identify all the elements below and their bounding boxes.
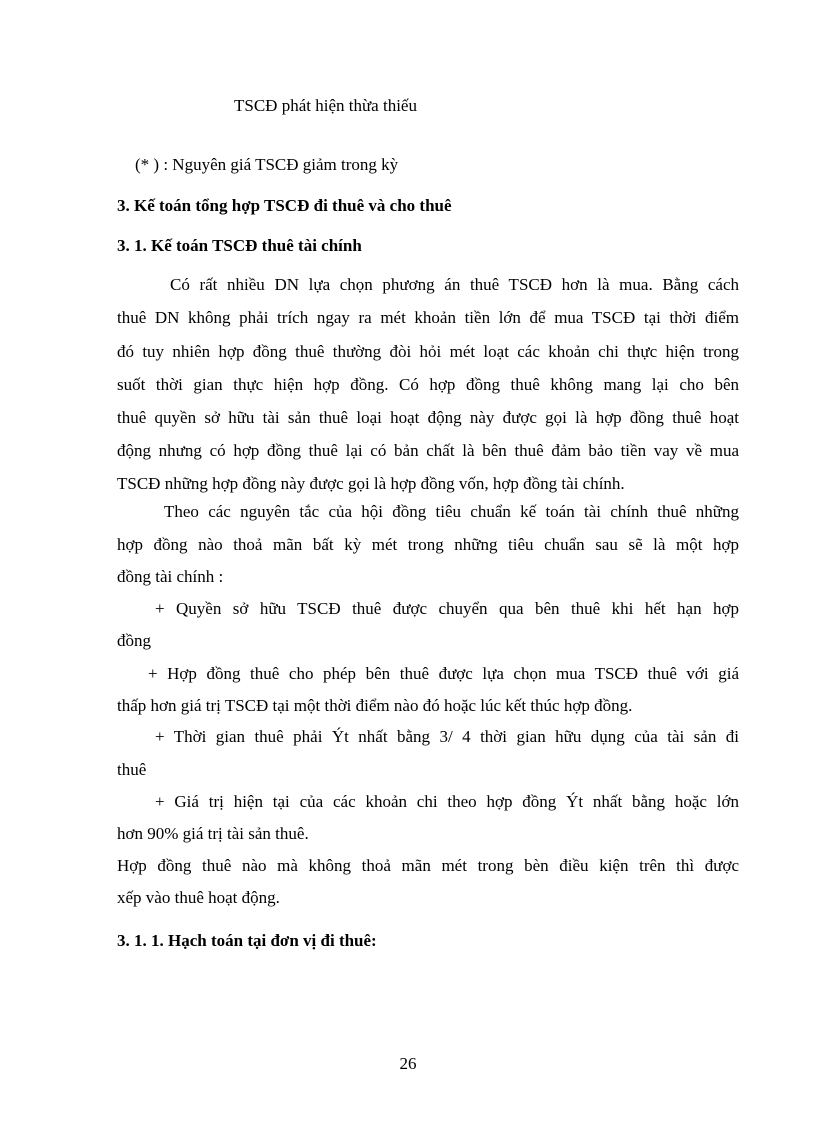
- paragraph-line: TSCĐ những hợp đồng này được gọi là hợp đồng vốn, hợp đồng tài chính.: [117, 474, 625, 493]
- section-heading: 3. Kế toán tổng hợp TSCĐ đi thuê và cho thuê: [117, 196, 452, 215]
- page-number: 26: [399, 1054, 417, 1073]
- bullet-line: + Quyền sở hữu TSCĐ thuê được chuyển qua bên thuê khi hết hạn hợp: [155, 599, 739, 618]
- paragraph-line: Có rất nhiều DN lựa chọn phương án thuê TSCĐ hơn là mua. Bằng cách: [170, 275, 739, 294]
- bullet-line: thuê: [117, 760, 147, 779]
- bullet-line: + Hợp đồng thuê cho phép bên thuê được lựa chọn mua TSCĐ thuê với giá: [148, 664, 739, 683]
- bullet-line: + Giá trị hiện tại của các khoản chi theo hợp đồng Ýt nhất bằng hoặc lớn: [155, 792, 739, 811]
- bullet-line: hơn 90% giá trị tài sản thuê.: [117, 824, 309, 843]
- paragraph-line: Theo các nguyên tắc của hội đồng tiêu chuẩn kế toán tài chính thuê những: [164, 502, 739, 521]
- paragraph-line: suốt thời gian thực hiện hợp đồng. Có hợp đồng thuê không mang lại cho bên: [117, 375, 739, 394]
- text-line: (* ) : Nguyên giá TSCĐ giảm trong kỳ: [135, 155, 399, 174]
- paragraph-line: xếp vào thuê hoạt động.: [117, 888, 280, 907]
- paragraph-line: thuê DN không phải trích ngay ra mét khoản tiền lớn để mua TSCĐ tại thời điểm: [117, 308, 739, 327]
- paragraph-line: động nhưng có hợp đồng thuê lại có bản chất là bên thuê đảm bảo tiền vay về mua: [117, 441, 739, 460]
- text-line: TSCĐ phát hiện thừa thiếu: [234, 96, 417, 115]
- paragraph-line: Hợp đồng thuê nào mà không thoả mãn mét trong bèn điều kiện trên thì được: [117, 856, 739, 875]
- bullet-line: thấp hơn giá trị TSCĐ tại một thời điểm nào đó hoặc lúc kết thúc hợp đồng.: [117, 696, 633, 715]
- paragraph-line: hợp đồng nào thoả mãn bất kỳ mét trong những tiêu chuẩn sau sẽ là một hợp: [117, 535, 739, 554]
- paragraph-line: thuê quyền sở hữu tài sản thuê loại hoạt động này được gọi là hợp đồng thuê hoạt: [117, 408, 739, 427]
- subsubsection-heading: 3. 1. 1. Hạch toán tại đơn vị đi thuê:: [117, 931, 377, 950]
- paragraph-line: đồng tài chính :: [117, 567, 224, 586]
- paragraph-line: đó tuy nhiên hợp đồng thuê thường đòi hỏi mét loạt các khoản chi thực hiện trong: [117, 342, 739, 361]
- bullet-line: + Thời gian thuê phải Ýt nhất bằng 3/ 4 thời gian hữu dụng của tài sản đi: [155, 727, 739, 746]
- bullet-line: đồng: [117, 631, 151, 650]
- subsection-heading: 3. 1. Kế toán TSCĐ thuê tài chính: [117, 236, 362, 255]
